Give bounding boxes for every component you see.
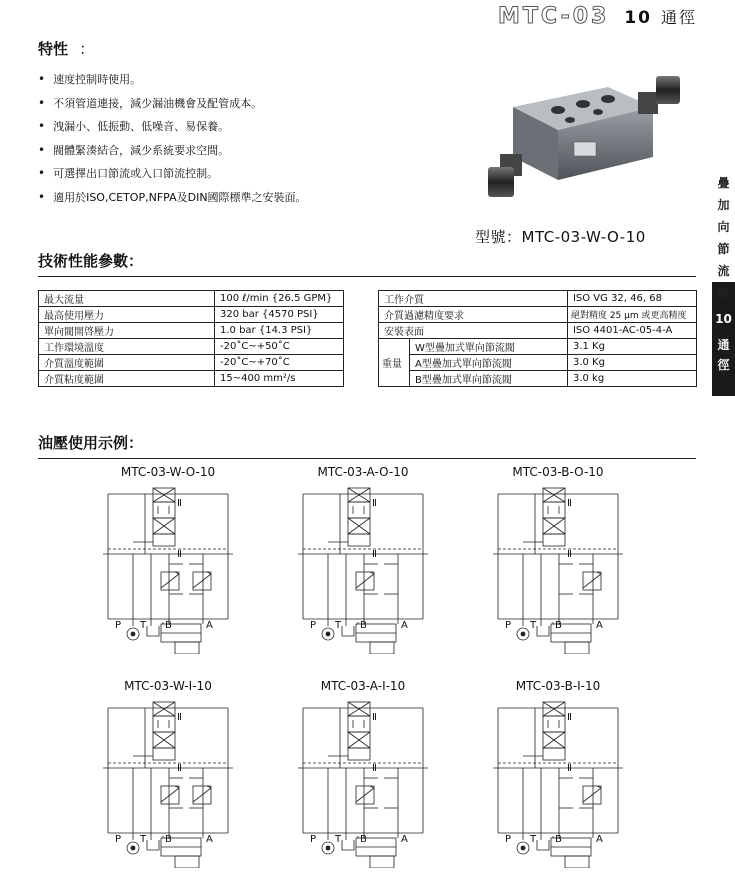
size-number: 10 xyxy=(624,8,652,28)
port-label-t: T xyxy=(335,620,342,631)
circuit-diagram xyxy=(278,465,448,654)
solenoid-label: Ⅱ xyxy=(177,763,182,774)
port-label-a: A xyxy=(596,834,603,845)
examples-title: 油壓使用示例： xyxy=(38,434,144,452)
solenoid-label: Ⅱ xyxy=(372,712,377,723)
table-row: 重量 W型疊加式單向節流閥 3.1 Kg xyxy=(379,339,697,355)
diagram-title: MTC-03-W-I-10 xyxy=(124,679,212,693)
port-label-p: P xyxy=(505,620,512,631)
table-row: 單向閥開啓壓力 1.0 bar {14.3 PSI} xyxy=(39,323,344,339)
port-label-a: A xyxy=(206,620,213,631)
port-label-a: A xyxy=(206,834,213,845)
feature-item: • 可選擇出口節流或入口節流控制。 xyxy=(38,162,307,186)
table-row: 介質溫度範圍 -20˚C~+70˚C xyxy=(39,355,344,371)
table-row: 介質粘度範圍 15~400 mm²/s xyxy=(39,371,344,387)
port-label-p: P xyxy=(310,834,317,845)
features-list xyxy=(38,68,307,209)
table-row: 安裝表面 ISO 4401-AC-05-4-A xyxy=(379,323,697,339)
solenoid-label: Ⅱ xyxy=(567,763,572,774)
spec-table-left xyxy=(38,290,344,387)
solenoid-label: Ⅱ xyxy=(372,763,377,774)
side-tab-char: 向 xyxy=(717,220,730,234)
weight-label: 重量 xyxy=(379,339,410,387)
port-label-a: A xyxy=(596,620,603,631)
port-label-b: B xyxy=(165,620,172,631)
diagram-title: MTC-03-B-I-10 xyxy=(515,679,601,693)
product-caption: 型號：MTC-03-W-O-10 xyxy=(475,228,646,246)
feature-item: • 閥體緊湊結合，減少系統要求空間。 xyxy=(38,139,307,163)
port-label-t: T xyxy=(530,834,537,845)
side-tab-char: 徑 xyxy=(717,358,730,372)
solenoid-label: Ⅱ xyxy=(567,498,572,509)
side-tab-char: 疊 xyxy=(717,176,730,190)
solenoid-label: Ⅱ xyxy=(372,498,377,509)
port-label-a: A xyxy=(401,620,408,631)
solenoid-label: Ⅱ xyxy=(567,712,572,723)
port-label-p: P xyxy=(115,620,122,631)
feature-item: • 速度控制時使用。 xyxy=(38,68,307,92)
solenoid-label: Ⅱ xyxy=(177,549,182,560)
diagram-title: MTC-03-A-O-10 xyxy=(317,465,409,479)
circuit-diagram xyxy=(278,679,448,868)
table-row: 最高使用壓力 320 bar {4570 PSI} xyxy=(39,307,344,323)
side-tab-char: 流 xyxy=(717,264,730,278)
port-label-p: P xyxy=(505,834,512,845)
circuit-diagram xyxy=(83,679,253,868)
spec-table-right xyxy=(378,290,697,387)
solenoid-label: Ⅱ xyxy=(372,549,377,560)
port-label-t: T xyxy=(140,834,147,845)
solenoid-label: Ⅱ xyxy=(177,712,182,723)
model-code: MTC-03 xyxy=(498,4,610,29)
divider xyxy=(38,276,696,277)
port-label-t: T xyxy=(530,620,537,631)
table-row: 最大流量 100 ℓ/min {26.5 GPM} xyxy=(39,291,344,307)
feature-item: • 適用於ISO,CETOP,NFPA及DIN國際標準之安裝面。 xyxy=(38,186,307,210)
circuit-diagram xyxy=(473,679,643,868)
port-label-b: B xyxy=(360,620,367,631)
solenoid-label: Ⅱ xyxy=(177,498,182,509)
table-row: B型疊加式單向節流閥 3.0 kg xyxy=(379,371,697,387)
port-label-p: P xyxy=(115,834,122,845)
diagram-title: MTC-03-W-O-10 xyxy=(120,465,216,479)
divider xyxy=(38,458,696,459)
side-tab-char: 加 xyxy=(717,198,730,212)
port-label-t: T xyxy=(335,834,342,845)
size-unit: 通徑 xyxy=(660,8,697,27)
side-tab-char: 閥 xyxy=(717,286,730,300)
feature-item: • 洩漏小、低振動、低噪音、易保養。 xyxy=(38,115,307,139)
table-row: 工作介質 ISO VG 32, 46, 68 xyxy=(379,291,697,307)
port-label-t: T xyxy=(140,620,147,631)
side-tab-char: 通 xyxy=(717,338,730,352)
diagram-title: MTC-03-A-I-10 xyxy=(320,679,406,693)
port-label-b: B xyxy=(555,620,562,631)
model-header xyxy=(498,4,697,29)
port-label-b: B xyxy=(555,834,562,845)
diagram-title: MTC-03-B-O-10 xyxy=(512,465,604,479)
features-title: 特性 ： xyxy=(38,40,95,58)
side-tab-char: 節 xyxy=(717,242,730,256)
valve-product-image xyxy=(488,62,688,212)
port-label-p: P xyxy=(310,620,317,631)
solenoid-label: Ⅱ xyxy=(567,549,572,560)
specs-title: 技術性能參數： xyxy=(38,252,144,270)
table-row: 工作環境溫度 -20˚C~+50˚C xyxy=(39,339,344,355)
circuit-diagram xyxy=(473,465,643,654)
port-label-a: A xyxy=(401,834,408,845)
table-row: 介質過濾精度要求 絕對精度 25 μm 或更高精度 xyxy=(379,307,697,323)
feature-item: • 不須管道連接，減少漏油機會及配管成本。 xyxy=(38,92,307,116)
port-label-b: B xyxy=(360,834,367,845)
circuit-diagram xyxy=(83,465,253,654)
port-label-b: B xyxy=(165,834,172,845)
table-row: A型疊加式單向節流閥 3.0 Kg xyxy=(379,355,697,371)
side-tab-char: 10 xyxy=(715,312,732,326)
